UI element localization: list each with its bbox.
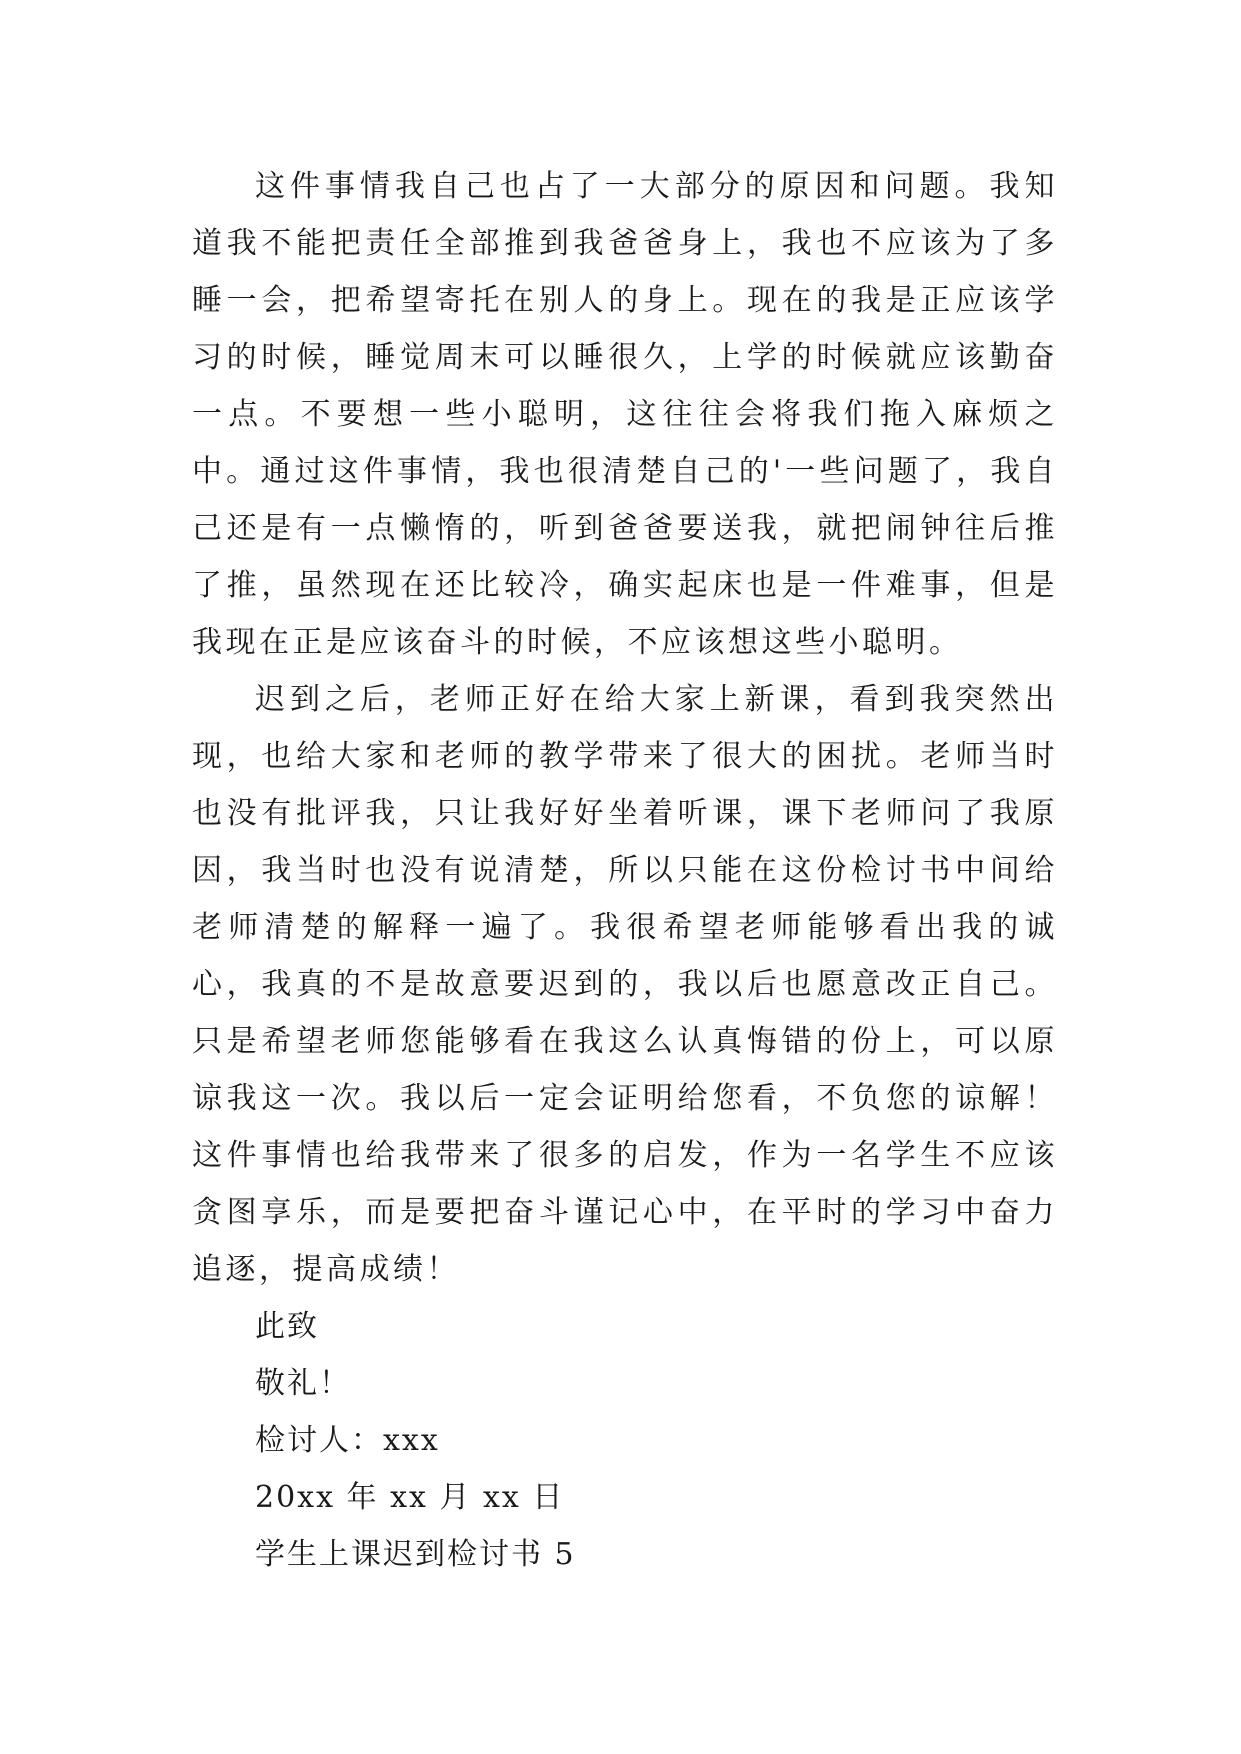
- signer: 检讨人：xxx: [255, 1423, 440, 1458]
- regards: 敬礼！: [255, 1366, 351, 1401]
- document-body: [192, 158, 1058, 1583]
- next-section-title: 学生上课迟到检讨书 5: [255, 1537, 576, 1572]
- salutation: 此致: [255, 1309, 319, 1344]
- body-paragraph-1: 这件事情我自己也占了一大部分的原因和问题。我知道我不能把责任全部推到我爸爸身上，我也不应该为了多睡一会，把希望寄托在别人的身上。现在的我是正应该学习的时候，睡觉周末可以睡很久，上学的时候就应该勤奋一点。不要想一些小聪明，这往往会将我们拖入麻烦之中。通过这件事情，我也很清楚自己的'一些问题了，我自己还是有一点懒惰的，听到爸爸要送我，就把闹钟往后推了推，虽然现在还比较冷，确实起床也是一件难事，但是我现在正是应该奋斗的时候，不应该想这些小聪明。: [192, 169, 1058, 660]
- body-paragraph-2: 迟到之后，老师正好在给大家上新课，看到我突然出现，也给大家和老师的教学带来了很大的困扰。老师当时也没有批评我，只让我好好坐着听课，课下老师问了我原因，我当时也没有说清楚，所以只能在这份检讨书中间给老师清楚的解释一遍了。我很希望老师能够看出我的诚心，我真的不是故意要迟到的，我以后也愿意改正自己。只是希望老师您能够看在我这么认真悔错的份上，可以原谅我这一次。我以后一定会证明给您看，不负您的谅解！这件事情也给我带来了很多的启发，作为一名学生不应该贪图享乐，而是要把奋斗谨记心中，在平时的学习中奋力追逐，提高成绩！: [192, 682, 1058, 1287]
- date: 20xx 年 xx 月 xx 日: [255, 1480, 565, 1515]
